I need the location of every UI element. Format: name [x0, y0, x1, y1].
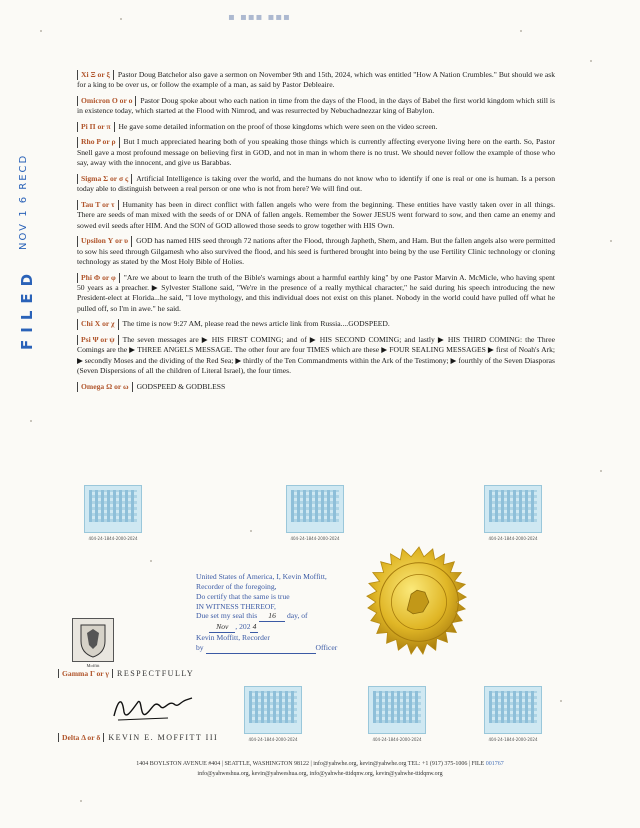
paragraph-rho	[77, 137, 555, 168]
closing-text: RESPECTFULLY	[116, 669, 195, 678]
filed-stamp-text: FILED	[18, 266, 36, 350]
footer-address-text: 1404 BOYLSTON AVENUE #404 | SEATTLE, WASHINGTON 98122 | info@yahwhe.org, kevin@yahwhe.org TEL: +1 (917) 375-1006 | FILE	[136, 761, 485, 767]
qr-code[interactable]	[84, 485, 142, 541]
cert-officer: Officer	[315, 643, 338, 653]
paragraph-text: Pastor Doug Batchelor also gave a sermon on November 9th and 15th, 2024, which was entitled "How A Nation Crumbles." But should we ask for a king to be over us, or follow the example of a man, as said by Pastor Debleaire.	[77, 70, 555, 90]
paragraph-text: He gave some detailed information on the proof of those kingdoms which were seen on the video screen.	[118, 121, 438, 131]
qr-code[interactable]	[484, 485, 542, 541]
paragraph-text: Humanity has been in direct conflict with fallen angels who were from the beginning. These entities have vastly taken over in all things. There are seeds of man mixed with the seeds of or DNA of fallen angels. Remember the Sower JESUS went forward to sow, and then came an enemy and sowed evil seeds after HIM. And the SON of GOD allowed those seeds to grow together with HIS Own.	[77, 199, 555, 230]
cert-signature-line	[206, 643, 316, 654]
certification-block	[196, 572, 386, 654]
delta-name	[58, 733, 218, 742]
filed-stamp-date: NOV 1 6 RECD	[18, 153, 29, 250]
greek-letter-tag: Psi Ψ or ψ	[77, 335, 119, 345]
greek-letter-tag: Delta Δ or δ	[58, 733, 104, 742]
family-crest-icon	[72, 618, 114, 668]
footer-line-1	[60, 760, 580, 770]
gamma-closing	[58, 669, 194, 678]
cert-day: 16	[259, 611, 285, 622]
footer-line-2: info@yahweshua.org, kevin@yahweshua.org, info@yahwhe-ttidqnw.org, kevin@yahwhe-ttidqnw.org	[197, 770, 443, 777]
greek-letter-tag: Pi Π or π	[77, 122, 115, 132]
greek-letter-tag: Sigma Σ or σ ς	[77, 174, 132, 184]
paragraph-text: GOD has named HIS seed through 72 nations after the Flood, through Japheth, Shem, and Ham. But the fallen angels also were permitted to sow his seed through Gilgamesh who also survived the flood, and his seed is furthered brought into being by the use Fertility Clinic technology or cloning technology as stated by the Most Holy Bible of Holies.	[77, 236, 555, 267]
cert-line: Kevin Moffitt, Recorder	[196, 633, 270, 643]
cert-line	[196, 611, 386, 622]
paragraph-text: Pastor Doug spoke about who each nation in time from the days of the Flood, in the days of Babel the first world kingdom which still is in existence today, which started at the Flood with Nimrod, and was resurrected by Nebuchadnezzar king of Babylon.	[77, 95, 555, 116]
crest-caption: Moffitt	[86, 663, 100, 668]
footer-file-number: 001767	[485, 761, 504, 767]
greek-letter-tag: Tau Τ or τ	[77, 200, 119, 210]
paragraph-text: GODSPEED & GODBLESS	[136, 381, 226, 391]
qr-caption: 404-24-1844-2000-2024	[488, 737, 538, 742]
greek-letter-tag: Omicron Ο or ο	[77, 96, 136, 106]
cert-line	[196, 622, 386, 633]
qr-code[interactable]	[286, 485, 344, 541]
greek-letter-tag: Chi Χ or χ	[77, 319, 119, 329]
letter-body	[77, 70, 555, 397]
greek-letter-tag: Omega Ω or ω	[77, 382, 133, 392]
paragraph-omicron	[77, 96, 555, 117]
paragraph-psi	[77, 335, 555, 377]
greek-letter-tag: Rho Ρ or ρ	[77, 137, 120, 147]
cert-line: Do certify that the same is true	[196, 591, 290, 601]
paragraph-phi	[77, 273, 555, 315]
paragraph-text: The time is now 9:27 AM, please read the news article link from Russia....GODSPEED.	[122, 319, 390, 329]
paragraph-sigma	[77, 174, 555, 195]
paragraph-upsilon	[77, 236, 555, 267]
paragraph-text: Artificial Intelligence is taking over the world, and the humans do not know who to identify if one is real or one is human. Is a person today able to distinguish between a real person or one who is not from here? We will find out.	[77, 173, 555, 194]
cert-line: Recorder of the foregoing,	[196, 581, 277, 591]
cert-month: Nov	[209, 622, 235, 633]
cert-year-digit: 4	[250, 622, 258, 633]
qr-code[interactable]	[244, 686, 302, 742]
filed-stamp	[14, 150, 38, 350]
cert-day-suffix: day, of	[286, 611, 308, 621]
footer-address	[60, 760, 580, 779]
qr-code[interactable]	[368, 686, 426, 742]
paragraph-pi	[77, 122, 555, 132]
paragraph-text: But I much appreciated hearing both of you speaking those things which is currently affecting everyone living here on the earth. So, Pastor Snell gave a most profound message on believing first in GOD, and not in man in whom there is no trust. We should never follow the example of those who say, away with the innocent, and give us Barabbas.	[77, 137, 555, 168]
qr-caption: 404-24-1844-2000-2024	[290, 536, 340, 541]
top-faded-stamp: ▪ ▪▪▪ ▪▪▪	[228, 12, 291, 23]
paragraph-omega	[77, 382, 555, 392]
crest-shield-icon	[73, 619, 113, 661]
qr-code[interactable]	[484, 686, 542, 742]
greek-letter-tag: Phi Φ or φ	[77, 273, 120, 283]
greek-letter-tag: Upsilon Υ or υ	[77, 236, 132, 246]
cert-line	[196, 643, 386, 654]
handwritten-signature	[108, 690, 198, 724]
signatory-name: KEVIN E. MOFFITT III	[108, 733, 219, 742]
paragraph-tau	[77, 200, 555, 231]
cert-line: IN WITNESS THEREOF,	[196, 601, 276, 611]
paragraph-text: The seven messages are ▶ HIS FIRST COMING; and of ▶ HIS SECOND COMING; and lastly ▶ HIS THIRD COMING: the Three Comings are the ▶ THREE ANGELS MESSAGE. The other four are four TIMES which are these ▶ FOUR SEALING MESSAGES ▶ first of Noah's Ark; ▶ secondly Moses and the dividing of the Red Sea; ▶ thirdly of the Ten Commandments within the Ark of the Testimony; ▶ fourthly of the Seven Diasporas (Seven Dispersions of all the children of Literal Israel), the four times.	[77, 334, 555, 376]
cert-line: United States of America, I, Kevin Moffitt,	[196, 572, 327, 581]
paragraph-xi	[77, 70, 555, 91]
paragraph-chi	[77, 319, 555, 329]
qr-caption: 404-24-1844-2000-2024	[248, 737, 298, 742]
qr-caption: 404-24-1844-2000-2024	[88, 536, 138, 541]
qr-caption: 404-24-1844-2000-2024	[372, 737, 422, 742]
qr-caption: 404-24-1844-2000-2024	[488, 536, 538, 541]
paragraph-text: "Are we about to learn the truth of the Bible's warnings about a harmful earthly king" by one Pastor Marvin A. McMicle, who having spent 50 years as a preacher. ▶ Sylvester Stallone said, "We're in the presence of a really mythical character," he said during his speech introducing the new President-elect at Florida...he said, "I love mythology, and this individual does not exist on this planet. Nobody in the world could have pulled off what he pulled off, so I'm in awe." he said.	[77, 272, 555, 313]
cert-seal-phrase: Due set my seal this	[196, 611, 258, 621]
greek-letter-tag: Xi Ξ or ξ	[77, 70, 114, 80]
gold-seal-icon	[360, 545, 478, 663]
cert-by: by	[196, 643, 204, 653]
cert-year-prefix: , 202	[235, 622, 251, 632]
greek-letter-tag: Gamma Γ or γ	[58, 669, 113, 678]
